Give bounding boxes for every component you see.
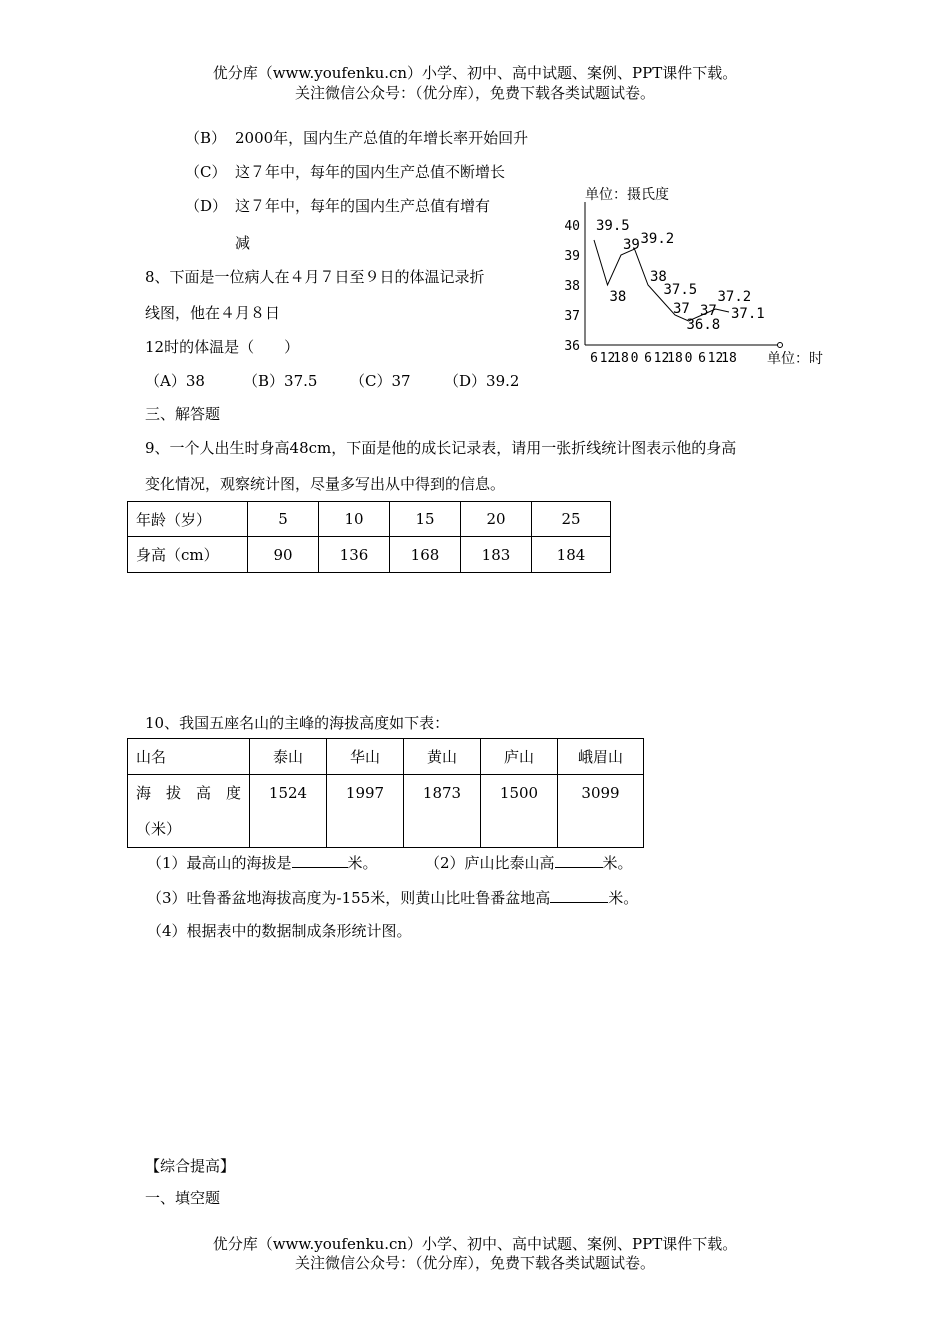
section-3-title: 三、解答题 — [145, 405, 221, 423]
q8-line-2: 线图，他在４月８日 — [145, 304, 281, 322]
table-cell: 华山 — [327, 739, 404, 775]
q10-sub-3 — [147, 887, 638, 908]
chart-data-label: 38 — [609, 289, 627, 305]
chart-data-label: 38 — [650, 269, 667, 285]
q9-line-1: 9、一个人出生时身高48cm，下面是他的成长记录表，请用一张折线统计图表示他的身高 — [145, 439, 737, 457]
section-extra-sub: 一、填空题 — [145, 1189, 221, 1207]
temperature-line-chart — [545, 180, 840, 375]
chart-y-axis-title: 单位：摄氏度 — [585, 187, 669, 203]
table-row — [128, 502, 611, 537]
table-cell: 1500 — [481, 775, 558, 848]
table-row-header: 身高（cm） — [128, 537, 248, 573]
q7-option-c-label: （C） — [185, 163, 227, 181]
q8-option-b: （B）37.5 — [243, 372, 318, 390]
table-cell: 15 — [390, 502, 461, 537]
q7-option-d-text: 这７年中，每年的国内生产总值有增有 — [235, 197, 491, 215]
table-cell: 168 — [390, 537, 461, 573]
table-cell: 3099 — [558, 775, 644, 848]
chart-x-tick-label: 0 — [684, 351, 693, 366]
table-row — [128, 739, 644, 775]
footer-line-1: 优分库（www.youfenku.cn）小学、初中、高中试题、案例、PPT课件下载。 — [212, 1235, 738, 1253]
q8-option-c: （C）37 — [350, 372, 411, 390]
q8-option-d: （D）39.2 — [444, 372, 520, 390]
chart-data-label: 37 — [700, 303, 717, 319]
q10-sub-1 — [147, 852, 378, 873]
q7-option-b-text: 2000年，国内生产总值的年增长率开始回升 — [235, 129, 529, 147]
chart-x-tick-label: 18 — [613, 351, 629, 366]
table-cell: 184 — [532, 537, 611, 573]
chart-data-label: 39 — [623, 237, 640, 253]
section-extra-title: 【综合提高】 — [145, 1157, 236, 1175]
q8-option-a: （A）38 — [145, 372, 205, 390]
q8-line-1: 8、下面是一位病人在４月７日至９日的体温记录折 — [145, 268, 485, 286]
chart-data-label: 36.8 — [686, 317, 721, 333]
chart-y-tick-label: 37 — [564, 309, 580, 324]
table-cell: 黄山 — [404, 739, 481, 775]
table-cell: 25 — [532, 502, 611, 537]
table-cell: 20 — [461, 502, 532, 537]
table-cell: 峨眉山 — [558, 739, 644, 775]
footer-line-2: 关注微信公众号：（优分库），免费下载各类试题试卷。 — [294, 1254, 655, 1272]
answer-blank-1[interactable] — [292, 867, 348, 868]
chart-y-tick-label: 36 — [564, 339, 580, 354]
chart-x-tick-label: 12 — [599, 351, 616, 366]
table-cell: 泰山 — [250, 739, 327, 775]
q7-option-c-text: 这７年中，每年的国内生产总值不断增长 — [235, 163, 506, 181]
answer-blank-3[interactable] — [550, 902, 608, 903]
table-cell: 136 — [319, 537, 390, 573]
chart-x-tick-label: 18 — [667, 351, 683, 366]
table-row — [128, 775, 644, 848]
row-label-line-2: （米） — [136, 820, 182, 838]
table-row-header — [128, 775, 250, 848]
table-cell: 90 — [248, 537, 319, 573]
table-cell: 1873 — [404, 775, 481, 848]
chart-x-tick-label: 6 — [698, 351, 706, 366]
answer-blank-2[interactable] — [555, 867, 603, 868]
chart-x-axis-arrow — [778, 343, 783, 348]
q10-sub-4: （4）根据表中的数据制成条形统计图。 — [147, 922, 412, 940]
table-row-header: 年龄（岁） — [128, 502, 248, 537]
table-cell: 1997 — [327, 775, 404, 848]
chart-data-label: 37 — [673, 301, 690, 317]
mountain-height-table — [127, 738, 644, 848]
table-cell: 5 — [248, 502, 319, 537]
table-cell: 183 — [461, 537, 532, 573]
q10-intro: 10、我国五座名山的主峰的海拔高度如下表： — [145, 714, 450, 732]
q8-line-3: 12时的体温是（ ） — [145, 338, 300, 356]
chart-y-tick-label: 40 — [564, 219, 580, 234]
row-label-line-1: 海 拔 高 度 — [136, 784, 242, 802]
chart-data-label: 37.1 — [731, 306, 765, 322]
chart-x-tick-label: 6 — [644, 351, 652, 366]
chart-x-tick-label: 0 — [630, 351, 639, 366]
chart-x-tick-label: 6 — [590, 351, 598, 366]
chart-data-label: 37.2 — [717, 289, 752, 305]
growth-record-table — [127, 501, 611, 573]
header-line-1: 优分库（www.youfenku.cn）小学、初中、高中试题、案例、PPT课件下载。 — [212, 64, 738, 82]
chart-y-tick-label: 38 — [564, 279, 580, 294]
q10-sub-1-prefix: （1）最高山的海拔是 — [147, 854, 292, 872]
q10-sub-3-suffix: 米。 — [608, 889, 639, 907]
q10-sub-2-prefix: （2）庐山比泰山高 — [425, 854, 555, 872]
chart-data-label: 39.2 — [640, 231, 675, 247]
chart-x-tick-label: 12 — [653, 351, 670, 366]
chart-x-axis-title: 单位：时 — [767, 351, 823, 367]
q9-line-2: 变化情况，观察统计图，尽量多写出从中得到的信息。 — [145, 475, 506, 493]
table-row-header: 山名 — [128, 739, 250, 775]
chart-y-tick-label: 39 — [564, 249, 580, 264]
header-line-2: 关注微信公众号：（优分库），免费下载各类试题试卷。 — [294, 84, 655, 102]
chart-data-label: 37.5 — [663, 282, 698, 298]
q7-option-b-label: （B） — [185, 129, 227, 147]
q10-sub-1-suffix: 米。 — [347, 854, 378, 872]
q10-sub-3-prefix: （3）吐鲁番盆地海拔高度为-155米，则黄山比吐鲁番盆地高 — [147, 889, 551, 907]
q7-option-d-continued: 减 — [235, 234, 251, 252]
table-cell: 1524 — [250, 775, 327, 848]
table-cell: 庐山 — [481, 739, 558, 775]
q7-option-d-label: （D） — [185, 197, 228, 215]
q10-sub-2-suffix: 米。 — [602, 854, 633, 872]
table-row — [128, 537, 611, 573]
chart-x-tick-label: 12 — [707, 351, 724, 366]
chart-data-label: 39.5 — [596, 218, 630, 234]
q10-sub-2 — [425, 852, 633, 873]
chart-x-tick-label: 18 — [721, 351, 737, 366]
table-cell: 10 — [319, 502, 390, 537]
